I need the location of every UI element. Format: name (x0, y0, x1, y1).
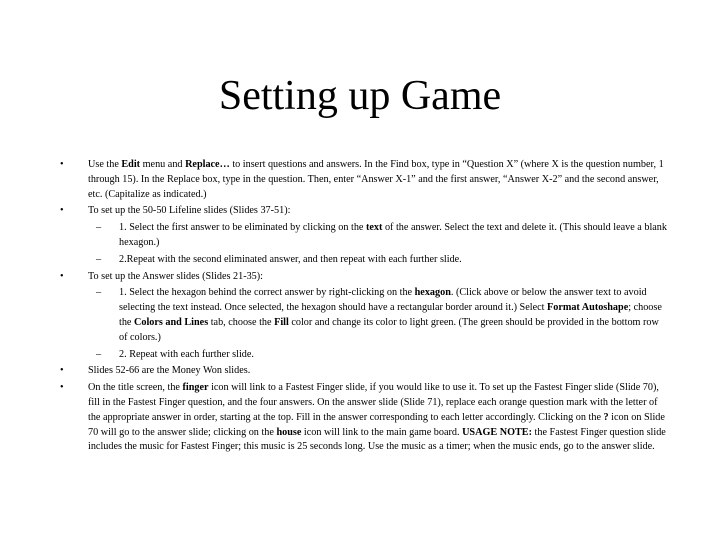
bullet-fastest-finger: • On the title screen, the finger icon will link to a Fastest Finger slide, if you would like to use it. To set up the Fastest Finger slide (Slide 70), fill in the Fastest Finger question, and the four answers. On the answer slide (Slide 71), replace each orange question mark with the letter of the appropriate answer in order, starting at the top. Fill in the answer corresponding to each letter accordingly. Clicking on the ? icon on Slide 70 will go to the answer slide; clicking on the house icon will link to the main game board. USAGE NOTE: the Fastest Finger question slide includes the music for Fastest Finger; this music is 25 seconds long. Use the music as a timer; when the music ends, go to the answer slide. (60, 382, 666, 453)
bullet-icon: • (60, 365, 64, 377)
sub-bullet-lifeline-step-2: – 2.Repeat with the second eliminated answer, and then repeat with each further slide. (56, 253, 668, 268)
bullet-icon: • (60, 270, 64, 282)
bullet-money-won-slides: • Slides 52-66 are the Money Won slides. (56, 364, 668, 379)
bullet-lifeline-slides: • To set up the 50-50 Lifeline slides (Slides 37-51): (56, 204, 668, 219)
sub-bullet-answer-step-2: – 2. Repeat with each further slide. (56, 348, 668, 363)
slide-body (56, 158, 668, 457)
bullet-answer-slides: • To set up the Answer slides (Slides 21-35): (56, 270, 668, 285)
dash-icon: – (96, 287, 102, 299)
sub-bullet-lifeline-step-1: – 1. Select the first answer to be eliminated by clicking on the text of the answer. Select the text and delete it. (This should leave a blank hexagon.) (96, 222, 667, 248)
bullet-icon: • (60, 159, 64, 170)
bullet-icon: • (60, 205, 64, 217)
bullet-icon: • (60, 382, 64, 394)
slide-title: Setting up Game (218, 73, 502, 119)
dash-icon: – (96, 253, 102, 265)
bullet-edit-replace: • Use the Edit menu and Replace… to insert questions and answers. In the Find box, type in “Question X” (where X is the question number, 1 through 15). In the Replace box, type in the question. Then, enter “Answer X-1” and the first answer, “Answer X-2” and the second answer, etc. (Capitalize as indicated.) (60, 159, 664, 200)
dash-icon: – (96, 348, 102, 360)
sub-bullet-answer-step-1: – 1. Select the hexagon behind the correct answer by right-clicking on the hexagon. (Click above or below the answer text to avoid selecting the text instead. Once selected, the hexagon should have a rectangular border around it.) Select Format Autoshape; choose the Colors and Lines tab, choose the Fill color and change its color to light green. (The green should be provided in the bottom row of colors.) (96, 287, 662, 343)
dash-icon: – (96, 222, 102, 234)
